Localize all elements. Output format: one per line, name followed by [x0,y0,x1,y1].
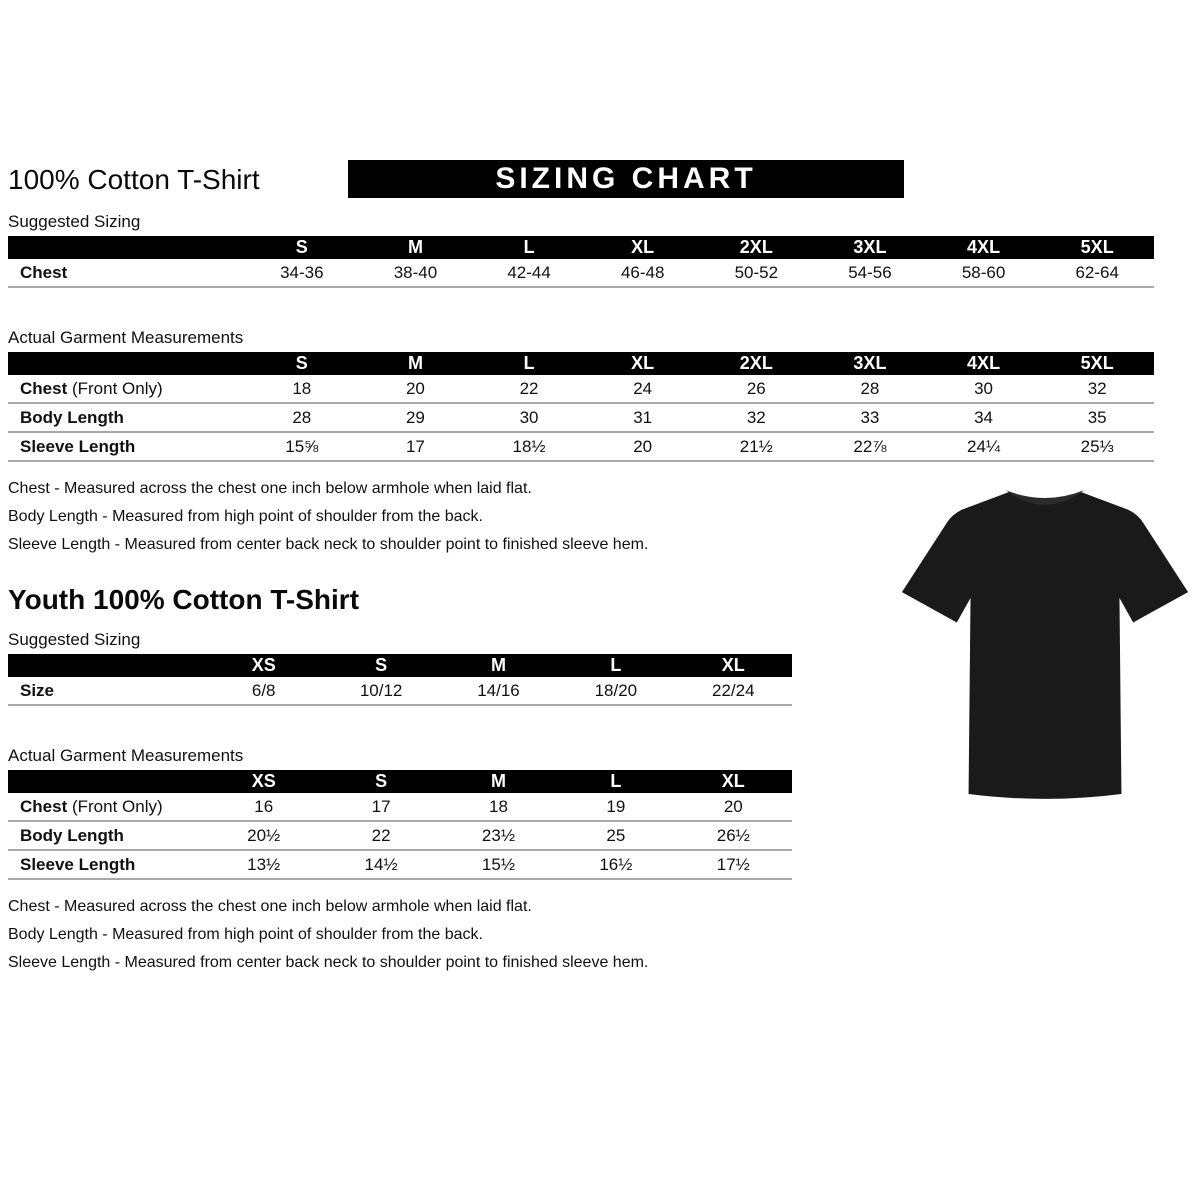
tshirt-image [898,476,1192,814]
size-value-cell: 22/24 [675,677,792,705]
row-label: Chest [20,262,68,282]
size-column-header: 4XL [927,236,1041,259]
size-value-cell: 50-52 [700,259,814,287]
size-column-header: S [245,352,359,375]
size-value-cell: 15½ [440,850,557,879]
size-table [8,654,792,706]
size-column-header: 5XL [1040,236,1154,259]
table-corner-cell [8,236,245,259]
size-column-header: 5XL [1040,352,1154,375]
size-value-cell: 62-64 [1040,259,1154,287]
size-value-cell: 19 [557,793,674,821]
row-label: Body Length [20,825,124,845]
note-line: Body Length - Measured from high point of shoulder from the back. [8,926,483,943]
size-value-cell: 30 [927,375,1041,403]
row-label-cell [8,432,245,461]
size-column-header: 3XL [813,236,927,259]
row-label: Sleeve Length [20,854,136,874]
size-table [8,352,1154,462]
size-column-header: L [557,770,674,793]
size-value-cell: 54-56 [813,259,927,287]
size-value-cell: 22 [322,821,439,850]
size-value-cell: 17 [359,432,473,461]
adult-actual-measurements-table [8,352,1200,462]
size-value-cell: 17 [322,793,439,821]
size-value-cell: 25⅓ [1040,432,1154,461]
size-value-cell: 14/16 [440,677,557,705]
size-value-cell: 33 [813,403,927,432]
size-column-header: XS [205,654,322,677]
size-column-header: M [440,654,557,677]
table-header-row [8,236,1154,259]
size-value-cell: 20 [359,375,473,403]
table-corner-cell [8,770,205,793]
size-value-cell: 24 [586,375,700,403]
youth-actual-measurements-label: Actual Garment Measurements [8,746,244,765]
note-line: Body Length - Measured from high point of shoulder from the back. [8,508,483,525]
note-line: Sleeve Length - Measured from center back neck to shoulder point to finished sleeve hem. [8,954,649,971]
size-column-header: L [472,352,586,375]
size-value-cell: 22⅞ [813,432,927,461]
size-value-cell: 46-48 [586,259,700,287]
size-column-header: XL [586,236,700,259]
row-label: Chest [20,378,68,398]
adult-suggested-sizing-table [8,236,1200,288]
table-row [8,432,1154,461]
adult-section-title: 100% Cotton T-Shirt [8,164,260,195]
youth-measurement-notes [8,898,1200,972]
size-value-cell: 20 [586,432,700,461]
table-row [8,793,792,821]
size-value-cell: 34-36 [245,259,359,287]
size-value-cell: 10/12 [322,677,439,705]
size-value-cell: 18 [440,793,557,821]
youth-section-title: Youth 100% Cotton T-Shirt [8,584,360,615]
row-label-cell [8,677,205,705]
row-label: Chest [20,796,68,816]
row-label-cell [8,793,205,821]
size-value-cell: 17½ [675,850,792,879]
size-value-cell: 6/8 [205,677,322,705]
size-column-header: XL [675,654,792,677]
row-label-cell [8,821,205,850]
size-value-cell: 31 [586,403,700,432]
size-value-cell: 58-60 [927,259,1041,287]
size-column-header: 4XL [927,352,1041,375]
size-value-cell: 30 [472,403,586,432]
size-value-cell: 32 [1040,375,1154,403]
size-value-cell: 26 [700,375,814,403]
row-label-cell [8,259,245,287]
sizing-chart-banner: SIZING CHART [348,160,904,198]
size-value-cell: 28 [813,375,927,403]
size-value-cell: 32 [700,403,814,432]
size-value-cell: 24¼ [927,432,1041,461]
row-label-suffix: (Front Only) [67,796,163,816]
row-label-cell [8,375,245,403]
size-column-header: 2XL [700,236,814,259]
size-value-cell: 34 [927,403,1041,432]
size-value-cell: 18½ [472,432,586,461]
size-value-cell: 13½ [205,850,322,879]
size-column-header: 3XL [813,352,927,375]
size-value-cell: 14½ [322,850,439,879]
size-column-header: M [359,236,473,259]
row-label-suffix: (Front Only) [67,378,163,398]
youth-suggested-sizing-label: Suggested Sizing [8,630,141,649]
row-label: Size [20,680,55,700]
row-label-cell [8,850,205,879]
size-column-header: L [472,236,586,259]
size-value-cell: 16 [205,793,322,821]
row-label: Body Length [20,407,124,427]
table-corner-cell [8,654,205,677]
size-column-header: XL [675,770,792,793]
size-value-cell: 18/20 [557,677,674,705]
size-column-header: L [557,654,674,677]
size-column-header: M [440,770,557,793]
size-value-cell: 25 [557,821,674,850]
size-value-cell: 28 [245,403,359,432]
size-value-cell: 22 [472,375,586,403]
size-value-cell: 42-44 [472,259,586,287]
table-header-row [8,654,792,677]
row-label: Sleeve Length [20,436,136,456]
table-row [8,259,1154,287]
table-row [8,821,792,850]
table-header-row [8,352,1154,375]
table-row [8,677,792,705]
size-value-cell: 26½ [675,821,792,850]
size-column-header: S [322,770,439,793]
size-column-header: XS [205,770,322,793]
size-value-cell: 29 [359,403,473,432]
size-value-cell: 18 [245,375,359,403]
table-header-row [8,770,792,793]
size-value-cell: 15⅝ [245,432,359,461]
size-value-cell: 21½ [700,432,814,461]
table-row [8,850,792,879]
size-value-cell: 35 [1040,403,1154,432]
row-label-cell [8,403,245,432]
size-value-cell: 20 [675,793,792,821]
size-column-header: M [359,352,473,375]
size-column-header: XL [586,352,700,375]
size-value-cell: 38-40 [359,259,473,287]
title-row [8,160,1200,198]
table-row [8,375,1154,403]
size-table [8,236,1154,288]
adult-actual-measurements-label: Actual Garment Measurements [8,328,244,347]
size-value-cell: 16½ [557,850,674,879]
size-column-header: S [245,236,359,259]
size-value-cell: 23½ [440,821,557,850]
adult-suggested-sizing-label: Suggested Sizing [8,212,141,231]
size-table [8,770,792,880]
table-corner-cell [8,352,245,375]
note-line: Sleeve Length - Measured from center back neck to shoulder point to finished sleeve hem. [8,536,649,553]
note-line: Chest - Measured across the chest one inch below armhole when laid flat. [8,480,532,497]
size-column-header: S [322,654,439,677]
size-value-cell: 20½ [205,821,322,850]
note-line: Chest - Measured across the chest one inch below armhole when laid flat. [8,898,532,915]
table-row [8,403,1154,432]
size-column-header: 2XL [700,352,814,375]
